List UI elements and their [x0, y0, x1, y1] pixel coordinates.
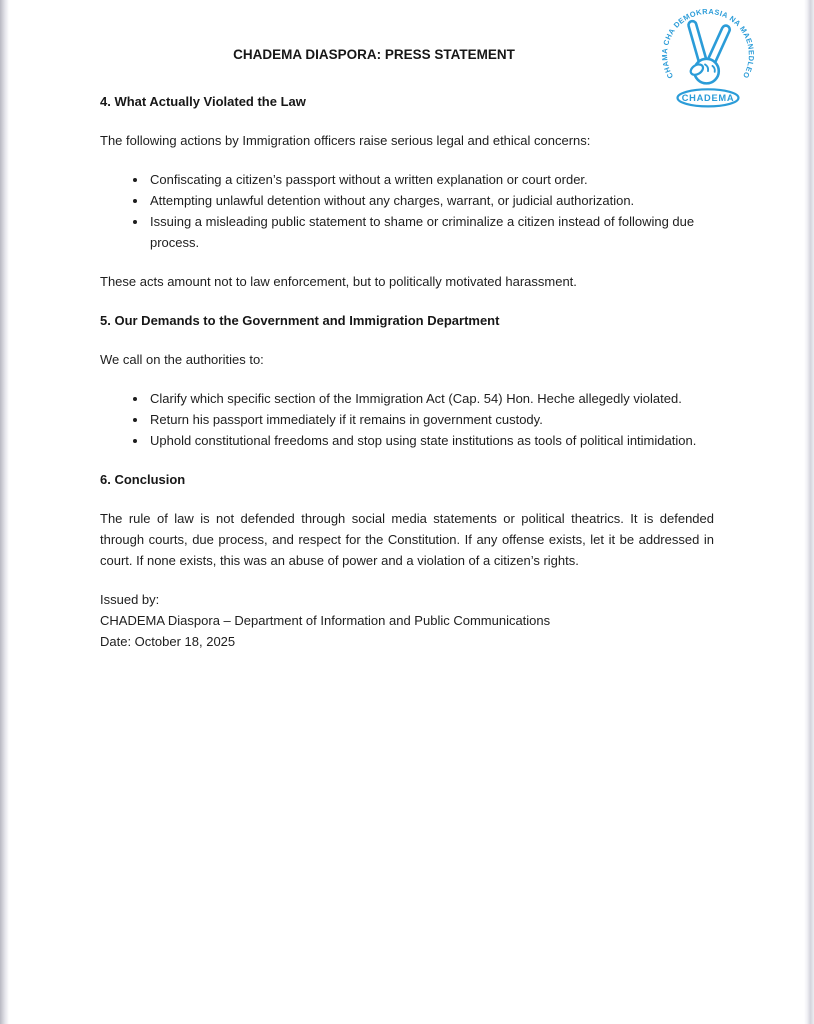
date-line: Date: October 18, 2025 — [100, 634, 236, 649]
page-edge-left — [0, 0, 9, 1024]
section-heading-4: 4. What Actually Violated the Law — [100, 94, 306, 109]
bullet-item: • Return his passport immediately if it remains in government custody. — [148, 409, 714, 430]
bullet-item: • Uphold constitutional freedoms and stop using state institutions as tools of political intimidation. — [148, 430, 714, 451]
issued-by-label: Issued by: — [100, 592, 160, 607]
issuance-block — [100, 589, 714, 652]
logo-banner-text: CHADEMA — [681, 93, 735, 104]
page-title: CHADEMA DIASPORA: PRESS STATEMENT — [233, 47, 515, 62]
issuer-line: CHADEMA Diaspora – Department of Information and Public Communications — [100, 613, 551, 628]
section4-closing: These acts amount not to law enforcement, but to politically motivated harassment. — [100, 274, 577, 289]
section-heading-6: 6. Conclusion — [100, 472, 186, 487]
bullet-item: • Clarify which specific section of the Immigration Act (Cap. 54) Hon. Heche allegedly violated. — [148, 388, 714, 409]
bullet-list-section5 — [100, 388, 714, 451]
conclusion-paragraph: The rule of law is not defended through social media statements or political theatrics. It is defended through courts, due process, and respect for the Constitution. If any offense exists, let it be addressed in court. If none exists, this was an abuse of power and a violation of a citizen’s rights. — [100, 511, 714, 568]
section-heading-5: 5. Our Demands to the Government and Immigration Department — [100, 313, 500, 328]
bullet-item: • Confiscating a citizen’s passport without a written explanation or court order. — [148, 169, 714, 190]
bullet-item: • Attempting unlawful detention without any charges, warrant, or judicial authorization. — [148, 190, 714, 211]
page-edge-right — [804, 0, 814, 1024]
bullet-item: • Issuing a misleading public statement to shame or criminalize a citizen instead of following due process. — [148, 211, 714, 253]
section4-intro: The following actions by Immigration officers raise serious legal and ethical concerns: — [100, 133, 591, 148]
document-body — [100, 0, 714, 652]
section5-intro: We call on the authorities to: — [100, 352, 264, 367]
logo-circular-text: CHAMA CHA DEMOKRASIA NA MAENEDLEO — [660, 6, 756, 81]
bullet-list-section4 — [100, 169, 714, 253]
